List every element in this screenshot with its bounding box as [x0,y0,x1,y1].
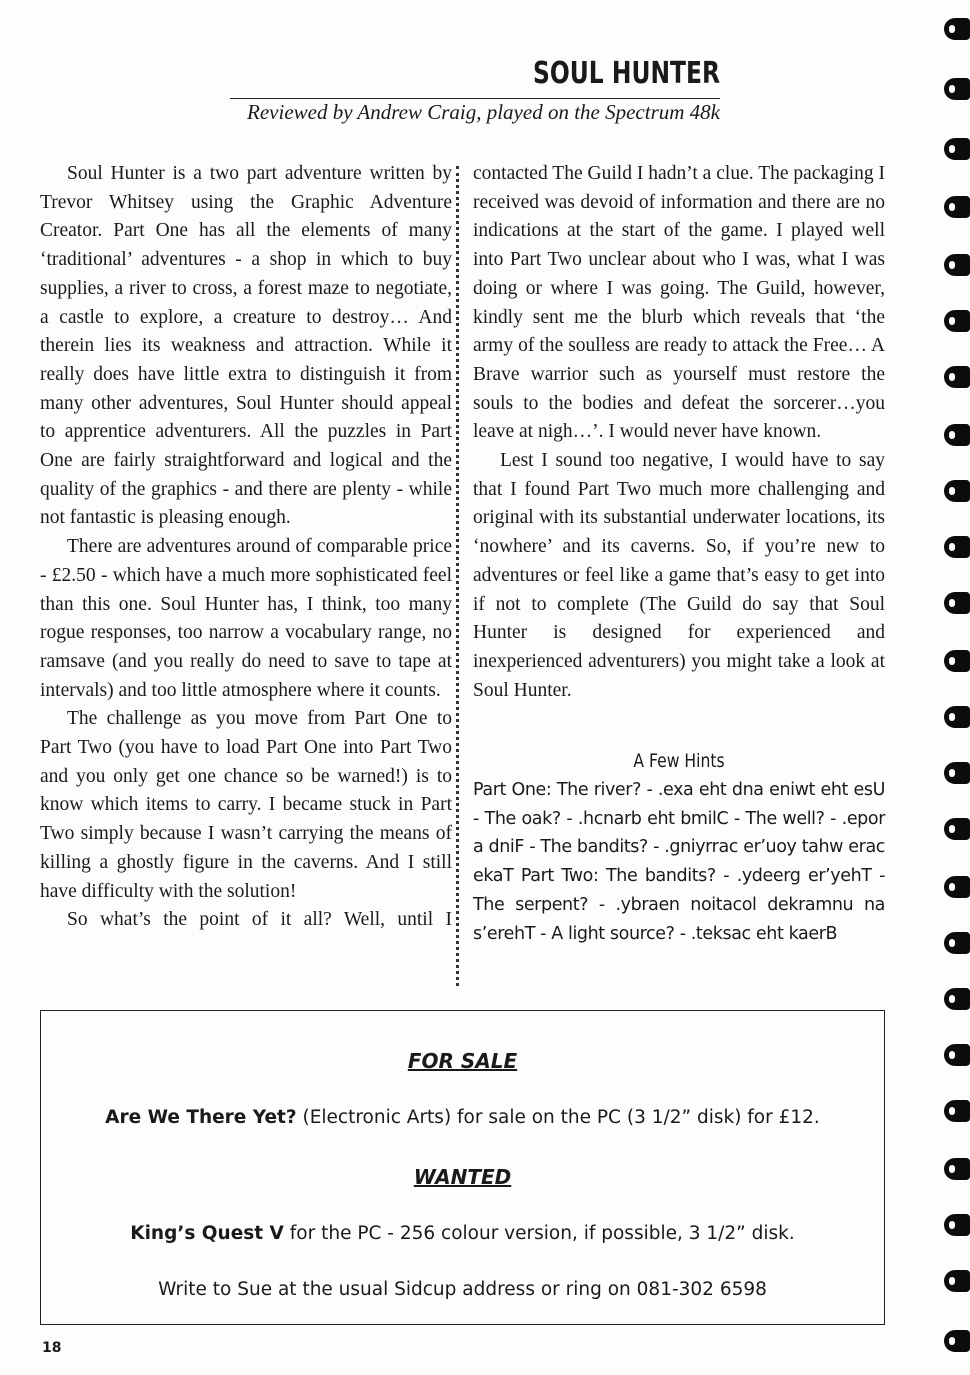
binding-ring [944,1330,970,1352]
for-sale-heading: FOR SALE [407,1049,518,1073]
binding-ring [944,1158,970,1180]
paragraph: The challenge as you move from Part One to Part Two (you have to load Part One into Part Two and you only get one chance so be warned!) is to know which items to carry. I became stuck in Part Two simply because I wasn’t carrying the means of killing a ghostly figure in the caverns. And I still have difficulty with the solution! [40,708,452,902]
article-title: SOUL HUNTER [533,56,720,91]
binding-ring [944,18,970,40]
for-sale-line [41,1107,884,1128]
paragraph: Lest I sound too negative, I would have to say that I found Part Two much more challenging and original with its substantial underwater locations, its ‘nowhere’ and its caverns. So, if you’re new to adventures or feel like a game that’s easy to get into if not to complete (The Guild do say that Soul Hunter is designed for experienced and inexperienced adventurers) you might take a look at Soul Hunter. [473,450,885,701]
paragraph: There are adventures around of comparable price - £2.50 - which have a much more sophisticated feel than this one. Soul Hunter has, I think, too many rogue responses, too narrow a vocabulary range, no ramsave (and you really do need to save to tape at intervals) and too little atmosphere where it counts. [40,536,452,701]
wanted-heading: WANTED [413,1165,512,1189]
binding-ring [944,1100,970,1122]
binding-ring [944,706,970,728]
binding-ring [944,310,970,332]
for-sale-item: Are We There Yet? [105,1107,297,1128]
wanted-line [41,1223,884,1244]
binding-ring [944,932,970,954]
paragraph: So what’s the point of it all? Well, until I [67,909,452,931]
binding-ring [944,138,970,160]
hints-paragraph: Part One: The river? - .exa eht dna eniwt eht esU - The oak? - .hcnarb eht bmilC - The well? - .epor a dniF - The bandits? - .gniyrrac er’uoy tahw erac ekaT Part Two: The bandits? - .ydeerg er’yehT - The serpent? - .ybraen noitacol dekramnu na s’erehT - A light source? - .teksac eht kaerB [473,780,885,944]
binding-ring [944,818,970,840]
right-column [473,160,885,948]
byline: Reviewed by Andrew Craig, played on the Spectrum 48k [247,100,720,124]
paragraph: Soul Hunter is a two part adventure written by Trevor Whitsey using the Graphic Adventure Creator. Part One has all the elements of many ‘traditional’ adventures - a shop in which to buy supplies, a river to cross, a forest maze to negotiate, a castle to explore, a creature to destroy… And therein lies its weakness and attraction. While it really does have little extra to distinguish it from many other adventures, Soul Hunter should appeal to apprentice adventurers. All the puzzles in Part One are fairly straightforward and logical and the quality of the graphics - and there are plenty - while not fantastic is pleasing enough. [40,163,452,529]
column-divider [456,166,459,986]
contact-line: Write to Sue at the usual Sidcup address or ring on 081-302 6598 [158,1279,767,1300]
binding-ring [944,536,970,558]
binding-ring [944,196,970,218]
page-number: 18 [42,1340,62,1356]
binding-ring [944,650,970,672]
binding-ring [944,1270,970,1292]
wanted-detail: for the PC - 256 colour version, if possible, 3 1/2” disk. [289,1223,795,1244]
binding-ring [944,424,970,446]
title-rule [230,98,720,99]
binding-ring [944,762,970,784]
hints-title: A Few Hints [633,750,725,773]
hints-text [473,776,885,948]
wanted-item: King’s Quest V [130,1223,284,1244]
binding-ring [944,480,970,502]
classified-ad-box [40,1010,885,1325]
spiral-binding [936,0,970,1375]
binding-ring [944,876,970,898]
binding-ring [944,254,970,276]
binding-ring [944,1044,970,1066]
binding-ring [944,366,970,388]
binding-ring [944,1214,970,1236]
binding-ring [944,592,970,614]
binding-ring [944,988,970,1010]
left-column [40,160,452,935]
for-sale-detail: (Electronic Arts) for sale on the PC (3 1/2” disk) for £12. [302,1107,820,1128]
paragraph: contacted The Guild I hadn’t a clue. The packaging I received was devoid of information and there are no indications at the start of the game. I played well into Part Two unclear about who I was, what I was doing or where I was going. The Guild, however, kindly sent me the blurb which reveals that ‘the army of the soulless are ready to attack the Free… A Brave warrior such as yourself must restore the souls to the bodies and defeat the sorcerer…you leave at nigh…’. I would never have known. [473,163,885,443]
binding-ring [944,78,970,100]
